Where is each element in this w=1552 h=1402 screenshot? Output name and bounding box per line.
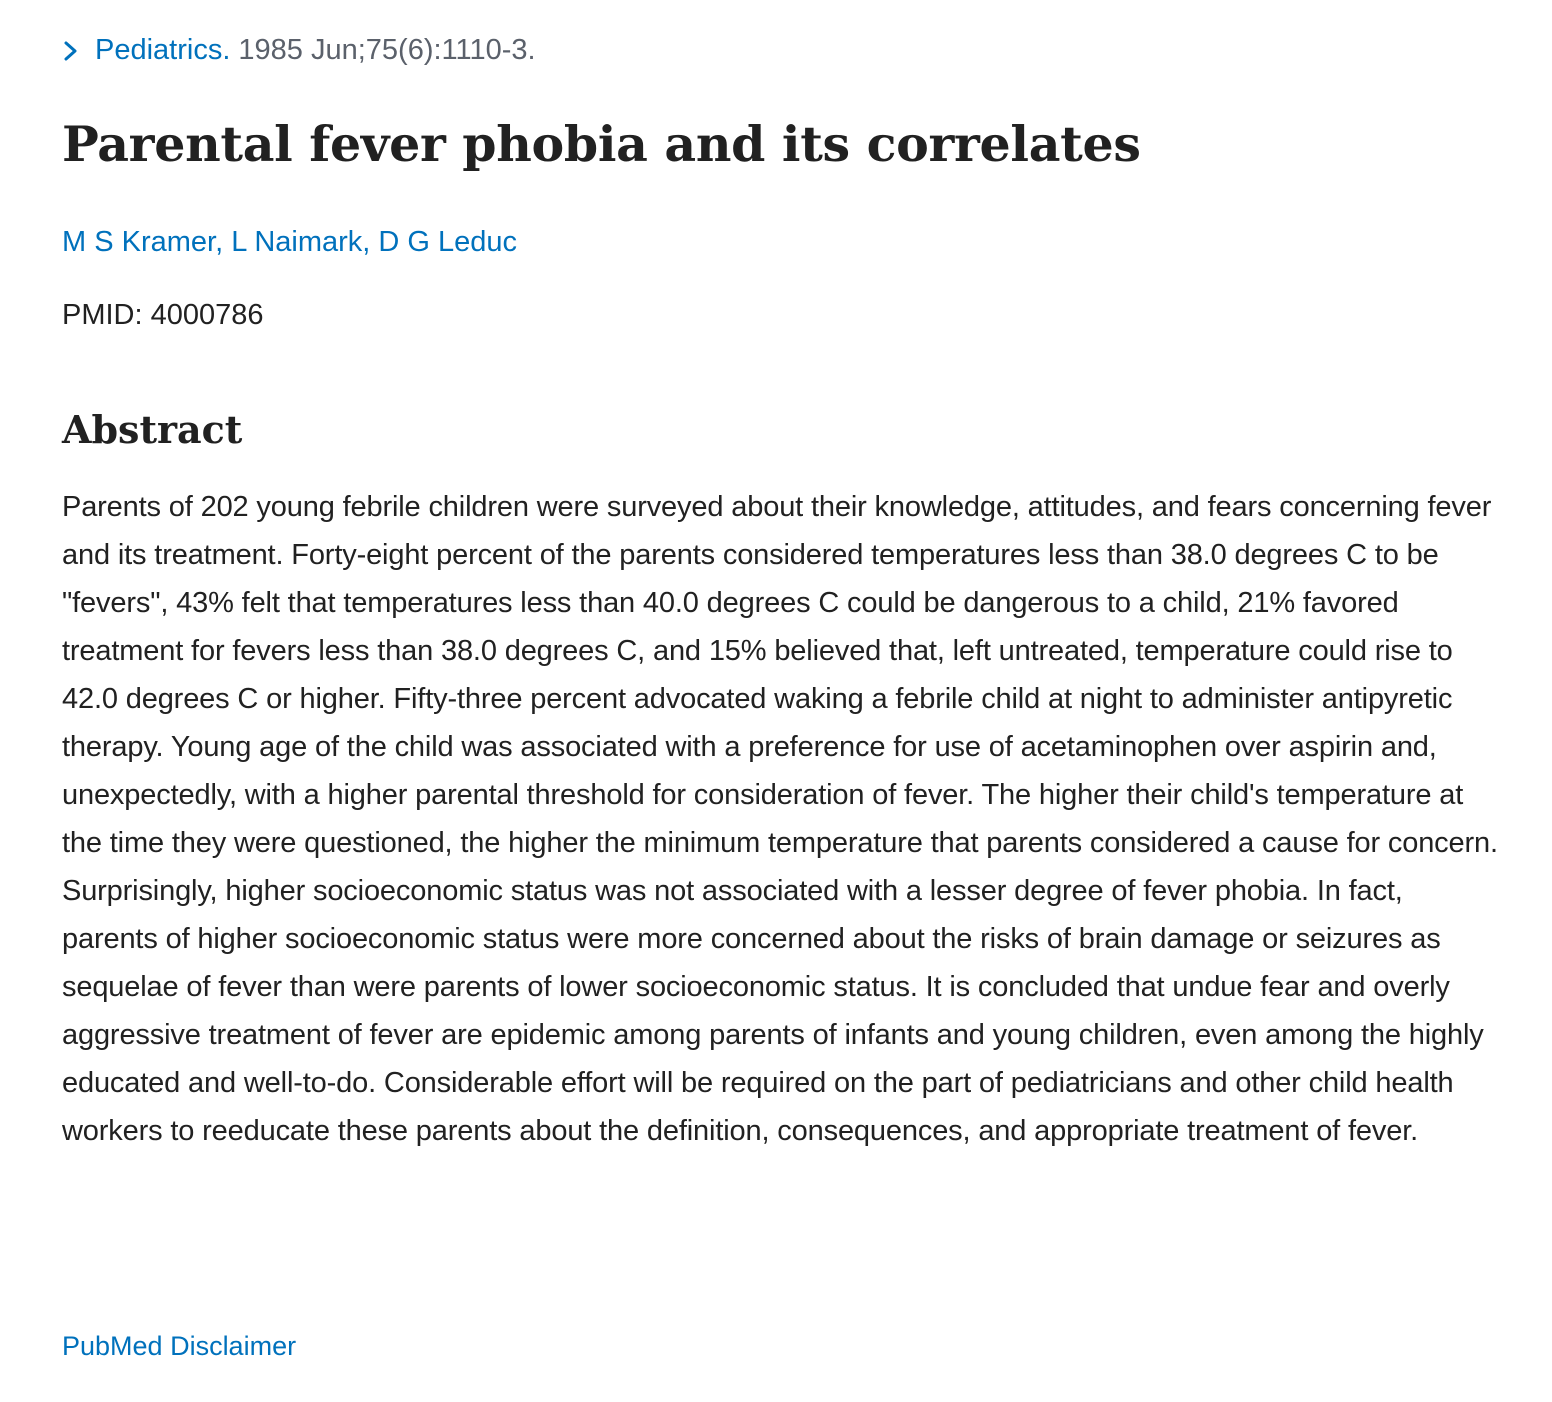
citation-details: 1985 Jun;75(6):1110-3. [238,33,536,66]
pmid: PMID: 4000786 [62,299,264,331]
author-list [62,222,517,262]
abstract-heading: Abstract [62,407,243,452]
author-separator: , [215,226,232,258]
pubmed-disclaimer-link[interactable]: PubMed Disclaimer [62,1331,297,1361]
abstract-text: Parents of 202 young febrile children were surveyed about their knowledge, attitudes, and fears concerning fever and its treatment. Forty-eight percent of the parents considered temperatures less than 38.0 degrees C to be "fevers", 43% felt that temperatures less than 40.0 degrees C could be dangerous to a child, 21% favored treatment for fevers less than 38.0 degrees C, and 15% believed that, left untreated, temperature could rise to 42.0 degrees C or higher. Fifty-three percent advocated waking a febrile child at night to administer antipyretic therapy. Young age of the child was associated with a preference for use of acetaminophen over aspirin and, unexpectedly, with a higher parental threshold for consideration of fever. The higher their child's temperature at the time they were questioned, the higher the minimum temperature that parents considered a cause for concern. Surprisingly, higher socioeconomic status was not associated with a lesser degree of fever phobia. In fact, parents of higher socioeconomic status were more concerned about the risks of brain damage or seizures as sequelae of fever than were parents of lower socioeconomic status. It is concluded that undue fear and overly aggressive treatment of fever are epidemic among parents of infants and young children, even among the highly educated and well-to-do. Considerable effort will be required on the part of pediatricians and other child health workers to reeducate these parents about the definition, consequences, and appropriate treatment of fever. [62,491,1498,1147]
author-link[interactable]: L Naimark [231,226,363,258]
author-link[interactable]: D G Leduc [378,226,518,258]
author-separator: , [362,226,379,258]
article-title: Parental fever phobia and its correlates [62,115,1141,173]
journal-citation-line [62,30,536,70]
author-link[interactable]: M S Kramer [62,226,216,258]
journal-link[interactable]: Pediatrics. [95,33,231,66]
chevron-right-icon[interactable] [62,38,80,62]
